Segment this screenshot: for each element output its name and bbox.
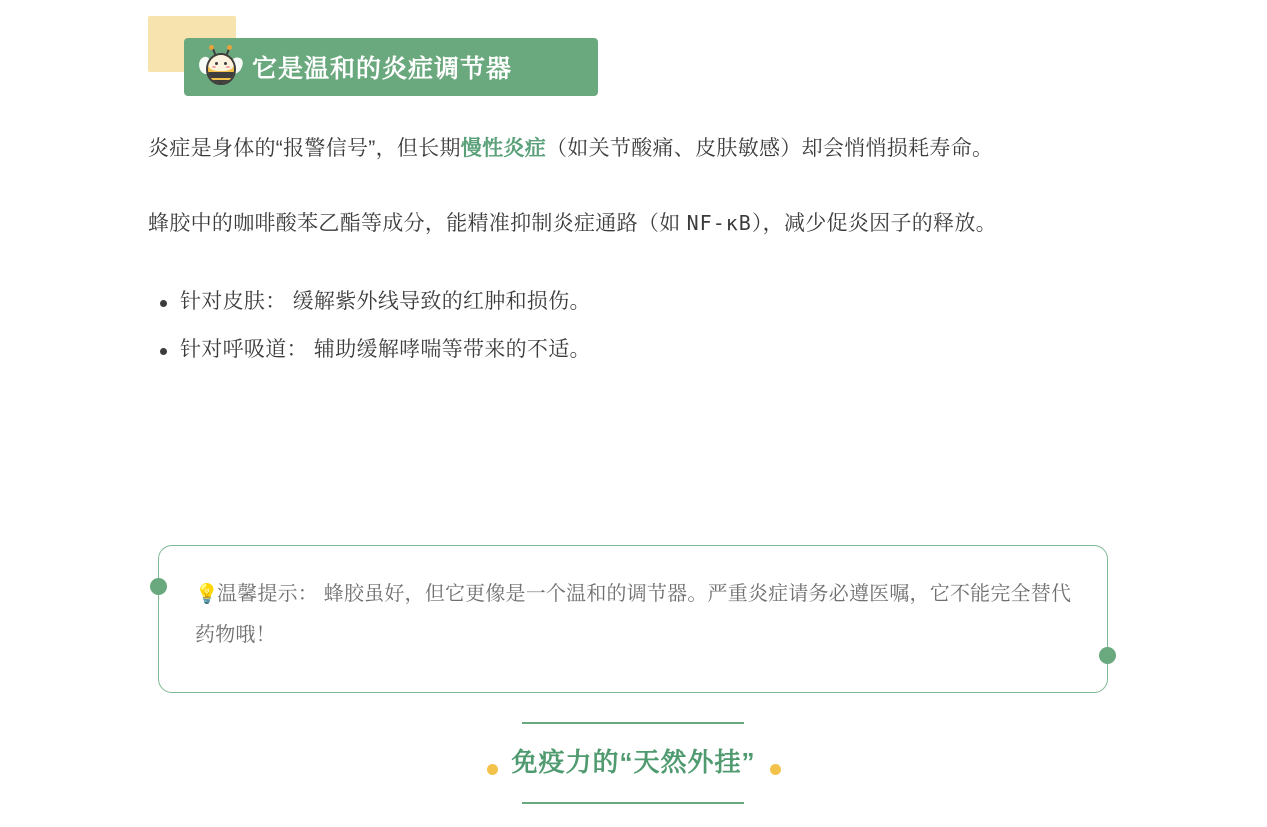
- footer-title: 免疫力的“天然外挂”: [511, 747, 756, 777]
- paragraph2-compound: NF-κB: [686, 211, 752, 235]
- section-title: 它是温和的炎症调节器: [252, 55, 513, 83]
- benefit-list: [148, 278, 1120, 374]
- list-item: [180, 326, 1120, 374]
- list-item-label: 针对皮肤： 缓解紫外线导致的红肿和损伤。: [180, 290, 591, 313]
- footer-divider-bottom: [522, 802, 744, 804]
- tip-dot-bottom-right: [1099, 647, 1116, 664]
- paragraph2-text-a: 蜂胶中的咖啡酸苯乙酯等成分，能精准抑制炎症通路（如: [148, 212, 687, 235]
- tip-text: 温馨提示： 蜂胶虽好，但它更像是一个温和的调节器。严重炎症请务必遵医嘱，它不能完全替代药物哦！: [195, 583, 1072, 646]
- footer-divider-top: [522, 722, 744, 724]
- paragraph-inflammation: [148, 128, 1120, 169]
- next-section-heading: [0, 716, 1267, 816]
- tip-callout-box: [158, 545, 1108, 693]
- list-item-label: 针对呼吸道： 辅助缓解哮喘等带来的不适。: [180, 338, 591, 361]
- paragraph1-text-a: 炎症是身体的“报警信号”，但长期: [148, 137, 461, 160]
- header-bar: [184, 38, 598, 96]
- tip-dot-top-left: [150, 578, 167, 595]
- bee-mascot-icon: [200, 45, 242, 89]
- paragraph2-text-b: ），减少促炎因子的释放。: [751, 212, 997, 235]
- tip-text-container: [195, 574, 1073, 655]
- article-body: [148, 128, 1120, 374]
- paragraph-mechanism: [148, 203, 1120, 244]
- section-header: [148, 16, 598, 90]
- paragraph1-text-b: （如关节酸痛、皮肤敏感）却会悄悄损耗寿命。: [546, 137, 994, 160]
- lightbulb-icon: 💡: [195, 584, 219, 605]
- paragraph1-highlight: 慢性炎症: [460, 137, 546, 160]
- list-item: [180, 278, 1120, 326]
